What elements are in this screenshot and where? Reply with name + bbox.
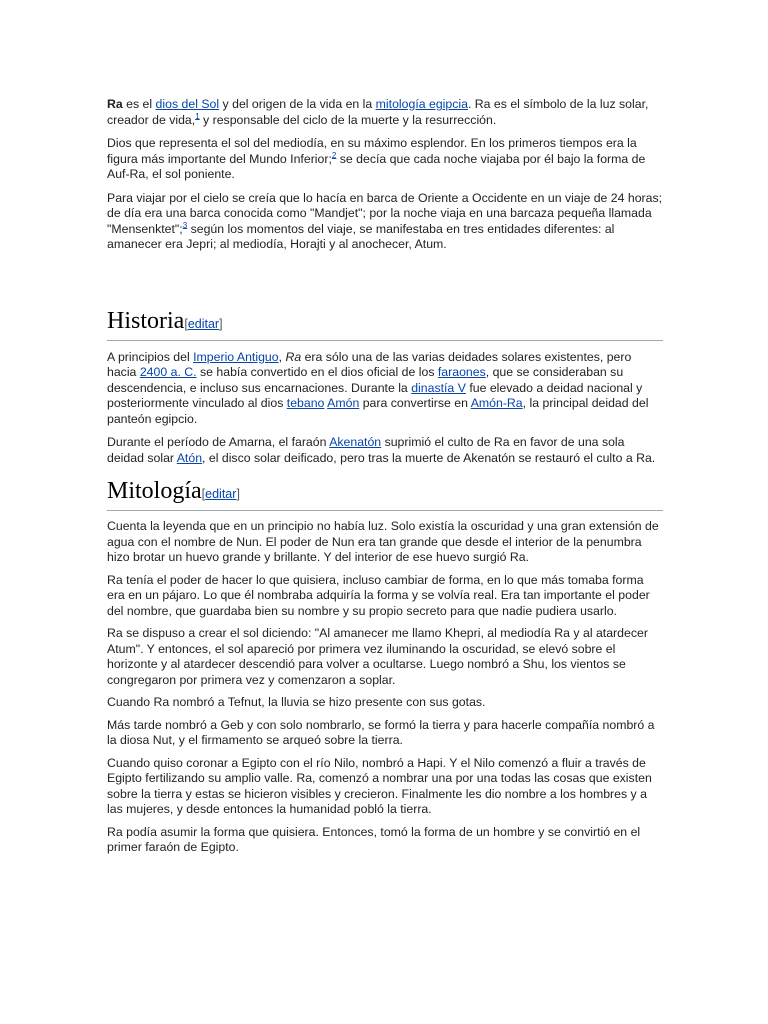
- link-faraones[interactable]: faraones: [437, 365, 486, 379]
- bold-term: Ra: [107, 97, 123, 111]
- bracket: ]: [236, 487, 240, 501]
- text: y responsable del ciclo de la muerte y la resurrección.: [199, 112, 497, 127]
- link-imperio-antiguo[interactable]: Imperio Antiguo: [193, 349, 279, 364]
- mitologia-paragraph: Ra se dispuso a crear el sol diciendo: "Al amanecer me llamo Khepri, al mediodía Ra y al atardecer Atum". Y entonces, el sol apareció por primera vez iluminando la oscuridad, se elevó sobre el horizonte y al atardecer descendió para volver a ocultarse. Luego nombró a Shu, los vientos se congregaron por primera vez y comenzaron a soplar.: [107, 626, 648, 687]
- text: fue elevado a deidad nacional y posteriormente vinculado al dios: [107, 380, 643, 410]
- link-amon[interactable]: Amón: [327, 396, 360, 410]
- text: A principios del: [107, 349, 194, 364]
- text: suprimió el culto de Ra en favor de una sola deidad solar: [107, 435, 625, 465]
- link-amon-ra[interactable]: Amón-Ra: [470, 396, 523, 410]
- mitologia-paragraph: Cuando quiso coronar a Egipto con el río Nilo, nombró a Hapi. Y el Nilo comenzó a fluir a través de Egipto fertilizando su amplio valle. Ra, comenzó a nombrar una por una todas las cosas que existen sobre la tierra y estas se hicieron visibles y crecieron. Finalmente les dio nombre a los hombres y a las mujeres, y desde entonces la humanidad pobló la tierra.: [107, 755, 652, 816]
- mitologia-paragraph: Cuenta la leyenda que en un principio no había luz. Solo existía la oscuridad y una gran extensión de agua con el nombre de Nun. El poder de Nun era tan grande que desde el interior de la penumbra hizo brotar un huevo grande y brillante. Y del interior de ese huevo surgió Ra.: [107, 519, 659, 564]
- link-aton[interactable]: Atón: [176, 450, 203, 465]
- text: es el: [122, 97, 156, 111]
- section-heading-mitologia: [107, 476, 663, 511]
- text: , el disco solar deificado, pero tras la muerte de Akenatón se restauró el culto a Ra.: [202, 450, 656, 465]
- historia-paragraph-2: [107, 435, 663, 466]
- intro-paragraph-2: [107, 136, 663, 183]
- mitologia-paragraph: Más tarde nombró a Geb y con solo nombrarlo, se formó la tierra y para hacerle compañía nombró a la diosa Nut, y el firmamento se arqueó sobre la tierra.: [107, 717, 655, 747]
- italic-term: Ra: [285, 349, 302, 364]
- text: según los momentos del viaje, se manifestaba en tres entidades diferentes: al amanecer era Jepri; al mediodía, Horajti y al anochecer, Atum.: [107, 221, 615, 251]
- section-title: Historia: [107, 307, 185, 334]
- text: y del origen de la vida en la: [219, 97, 376, 111]
- link-akenaton[interactable]: Akenatón: [329, 435, 382, 449]
- reference-2[interactable]: 2: [331, 150, 337, 160]
- reference-1[interactable]: 1: [195, 111, 200, 121]
- link-dinastia-v[interactable]: dinastía V: [411, 380, 466, 395]
- text: se había convertido en el dios oficial de los: [196, 365, 438, 379]
- text: , que se consideraban su descendencia, e incluso sus encarnaciones. Durante la: [107, 365, 624, 395]
- link-dios-del-sol[interactable]: dios del Sol: [155, 97, 220, 111]
- text: era sólo una de las varias deidades solares existentes, pero hacia: [107, 349, 632, 379]
- edit-section: [184, 317, 222, 331]
- text: Para viajar por el cielo se creía que lo hacía en barca de Oriente a Occidente en un viaje de 24 horas; de día era una barca conocida como "Mandjet"; por la noche viaja en una barcaza pequeña llamada "Mensenktet";: [107, 190, 663, 236]
- link-2400-ac[interactable]: 2400 a. C.: [139, 365, 197, 379]
- bracket: ]: [219, 316, 223, 331]
- text: Dios que representa el sol del mediodía, en su máximo esplendor. En los primeros tiempos era la figura más importante del Mundo Inferior;: [107, 136, 637, 166]
- text: se decía que cada noche viajaba por él bajo la forma de Auf-Ra, el sol poniente.: [107, 151, 646, 181]
- link-mitologia-egipcia[interactable]: mitología egipcia: [375, 97, 468, 111]
- historia-paragraph-1: [107, 350, 663, 428]
- edit-section: [202, 487, 240, 501]
- article-content: [107, 97, 663, 856]
- mitologia-body: [107, 519, 663, 856]
- bracket: [: [201, 487, 206, 501]
- mitologia-paragraph: Ra podía asumir la forma que quisiera. Entonces, tomó la forma de un hombre y se convirtió en el primer faraón de Egipto.: [107, 824, 641, 854]
- text: para convertirse en: [359, 396, 471, 410]
- bracket: [: [184, 316, 188, 331]
- section-title: Mitología: [107, 478, 202, 504]
- intro-paragraph-1: [107, 97, 663, 128]
- reference-3[interactable]: 3: [182, 220, 188, 230]
- intro-paragraph-3: [107, 191, 663, 253]
- text: , la principal deidad del panteón egipcio.: [107, 396, 649, 426]
- section-heading-historia: [107, 306, 663, 341]
- mitologia-paragraph: Ra tenía el poder de hacer lo que quisiera, incluso cambiar de forma, en lo que más tomaba forma era en un pájaro. Lo que él nombraba adquiría la forma y se volvía real. Era tan importante el poder del nombre, que guardaba bien su nombre y su propio secreto para que nadie pudiera usarlo.: [107, 572, 650, 618]
- edit-link-historia[interactable]: editar: [187, 316, 220, 331]
- text: . Ra es el símbolo de la luz solar, creador de vida,: [107, 97, 649, 127]
- link-tebano[interactable]: tebano: [286, 396, 325, 410]
- mitologia-paragraph: Cuando Ra nombró a Tefnut, la lluvia se hizo presente con sus gotas.: [107, 695, 486, 709]
- text: ,: [278, 349, 286, 364]
- text: Durante el período de Amarna, el faraón: [107, 435, 330, 449]
- edit-link-mitologia[interactable]: editar: [205, 487, 237, 501]
